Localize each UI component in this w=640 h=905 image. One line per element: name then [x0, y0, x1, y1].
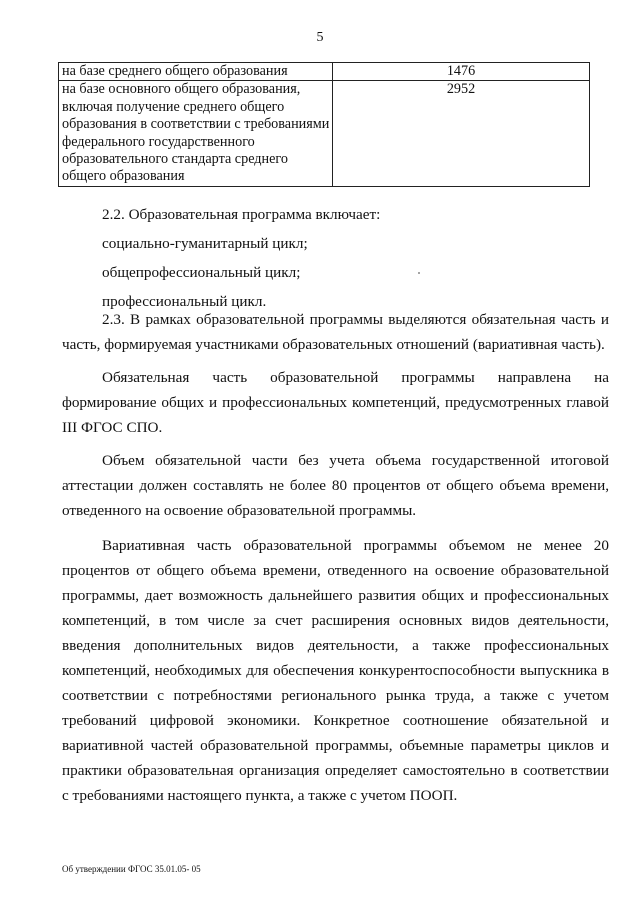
table-row — [59, 81, 590, 186]
table-row — [59, 63, 590, 81]
hours-table — [58, 62, 590, 187]
table-cell-label: на базе основного общего образования, включая получение среднего общего образования в соответствии с требованиями федерального государственного образовательного стандарта среднего общего образования — [59, 81, 333, 186]
section-heading: 2.2. Образовательная программа включает: — [102, 206, 381, 223]
list-item: общепрофессиональный цикл; — [102, 264, 301, 281]
footer-note: Об утверждении ФГОС 35.01.05- 05 — [62, 864, 201, 874]
scan-speck — [418, 272, 420, 274]
paragraph: 2.3. В рамках образовательной программы выделяются обязательная часть и часть, формируемая участниками образовательных отношений (вариативная часть). — [62, 311, 609, 353]
paragraph: Объем обязательной части без учета объема государственной итоговой аттестации должен составлять не более 80 процентов от общего объема времени, отведенного на освоение образовательной программы. — [62, 452, 609, 519]
list-item: социально-гуманитарный цикл; — [102, 235, 308, 252]
paragraph: Обязательная часть образовательной программы направлена на формирование общих и профессиональных компетенций, предусмотренных главой III ФГОС СПО. — [62, 369, 609, 436]
table-cell-label: на базе среднего общего образования — [59, 63, 333, 81]
table-cell-value: 2952 — [333, 81, 590, 186]
section-2-2 — [62, 202, 609, 314]
page-number: 5 — [316, 30, 324, 45]
list-item: профессиональный цикл. — [102, 293, 267, 310]
main-text — [62, 307, 609, 808]
table-cell-value: 1476 — [333, 63, 590, 81]
paragraph: Вариативная часть образовательной программы объемом не менее 20 процентов от общего объема времени, отведенного на освоение образовательной программы, дает возможность дальнейшего развития общих и профессиональных компетенций, в том числе за счет расширения основных видов деятельности, введения дополнительных видов деятельности, а также профессиональных компетенций, необходимых для обеспечения конкурентоспособности выпускника в соответствии с потребностями регионального рынка труда, а также с учетом требований цифровой экономики. Конкретное соотношение обязательной и вариативной частей образовательной программы, объемные параметры циклов и практики образовательная организация определяет самостоятельно в соответствии с требованиями настоящего пункта, а также с учетом ПООП. — [62, 537, 609, 804]
